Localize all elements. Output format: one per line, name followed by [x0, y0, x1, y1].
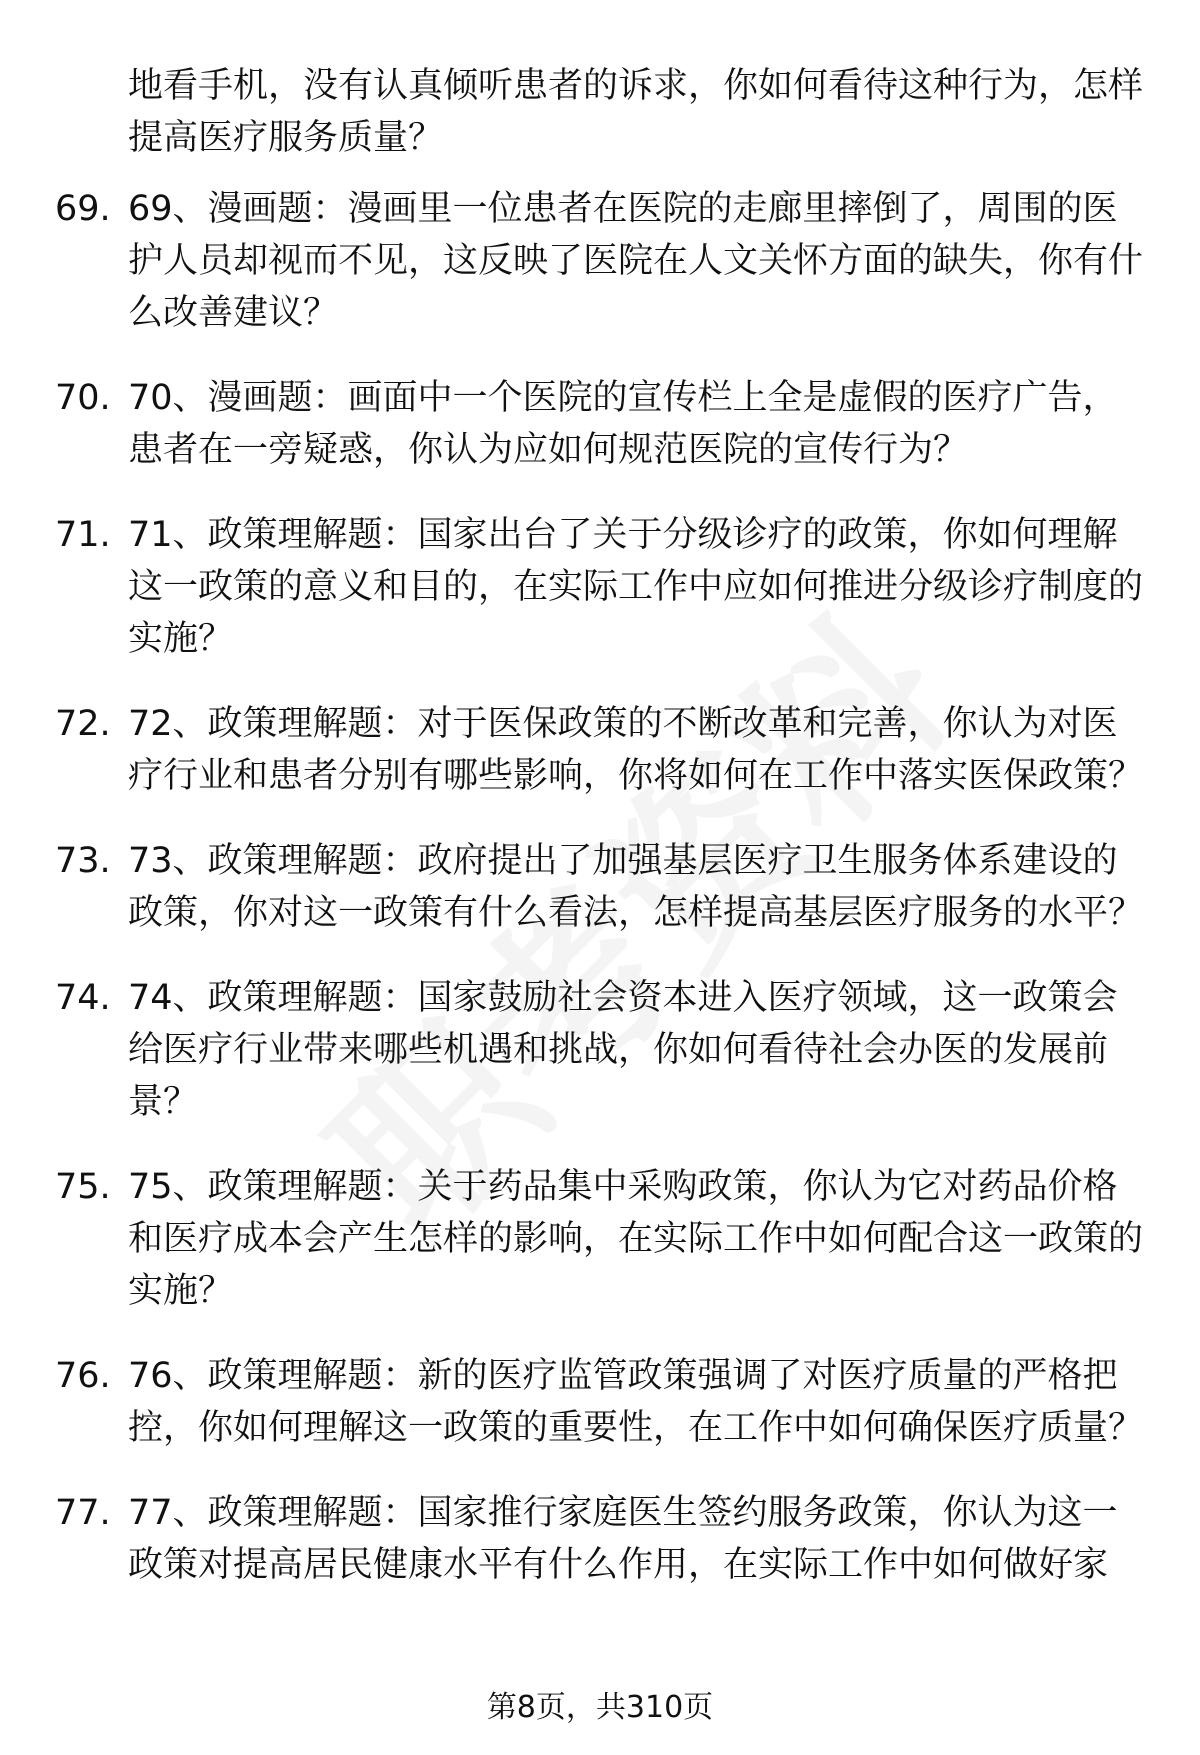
- question-number: 70.: [55, 378, 111, 418]
- question-number: 75.: [55, 1167, 111, 1207]
- continued-question-text: 地看手机，没有认真倾听患者的诉求，你如何看待这种行为，怎样提高医疗服务质量？: [128, 66, 1144, 158]
- question-text: 72、政策理解题：对于医保政策的不断改革和完善，你认为对医疗行业和患者分别有哪些影响，你将如何在工作中落实医保政策？: [128, 704, 1144, 796]
- question-text: 69、漫画题：漫画里一位患者在医院的走廊里摔倒了，周围的医护人员却视而不见，这反映了医院在人文关怀方面的缺失，你有什么改善建议？: [128, 189, 1144, 333]
- question-number: 73.: [55, 841, 111, 881]
- question-text: 77、政策理解题：国家推行家庭医生签约服务政策，你认为这一政策对提高居民健康水平有什么作用，在实际工作中如何做好家: [128, 1493, 1118, 1585]
- list-item: [0, 698, 1200, 802]
- question-text: 73、政策理解题：政府提出了加强基层医疗卫生服务体系建设的政策，你对这一政策有什么看法，怎样提高基层医疗服务的水平？: [128, 841, 1144, 933]
- page-footer: 第8页，共310页: [486, 1690, 714, 1725]
- question-number: 74.: [55, 978, 111, 1018]
- question-number: 69.: [55, 189, 111, 229]
- question-list: [0, 183, 1200, 1624]
- question-number: 76.: [55, 1356, 111, 1396]
- question-number: 72.: [55, 704, 111, 744]
- question-text: 74、政策理解题：国家鼓励社会资本进入医疗领域，这一政策会给医疗行业带来哪些机遇和挑战，你如何看待社会办医的发展前景？: [128, 978, 1118, 1122]
- question-text: 76、政策理解题：新的医疗监管政策强调了对医疗质量的严格把控，你如何理解这一政策的重要性，在工作中如何确保医疗质量？: [128, 1356, 1144, 1448]
- list-item: [0, 1487, 1200, 1591]
- list-item: [0, 972, 1200, 1128]
- question-number: 71.: [55, 515, 111, 555]
- question-text: 71、政策理解题：国家出台了关于分级诊疗的政策，你如何理解这一政策的意义和目的，在实际工作中应如何推进分级诊疗制度的实施？: [128, 515, 1144, 659]
- list-item: [0, 509, 1200, 665]
- list-item: [0, 183, 1200, 339]
- list-item: [0, 372, 1200, 476]
- list-item: [0, 835, 1200, 939]
- question-text: 70、漫画题：画面中一个医院的宣传栏上全是虚假的医疗广告，患者在一旁疑惑，你认为应如何规范医院的宣传行为？: [128, 378, 1118, 470]
- question-number: 77.: [55, 1493, 111, 1533]
- list-item: [0, 1161, 1200, 1317]
- question-text: 75、政策理解题：关于药品集中采购政策，你认为它对药品价格和医疗成本会产生怎样的影响，在实际工作中如何配合这一政策的实施？: [128, 1167, 1144, 1311]
- list-item: [0, 1350, 1200, 1454]
